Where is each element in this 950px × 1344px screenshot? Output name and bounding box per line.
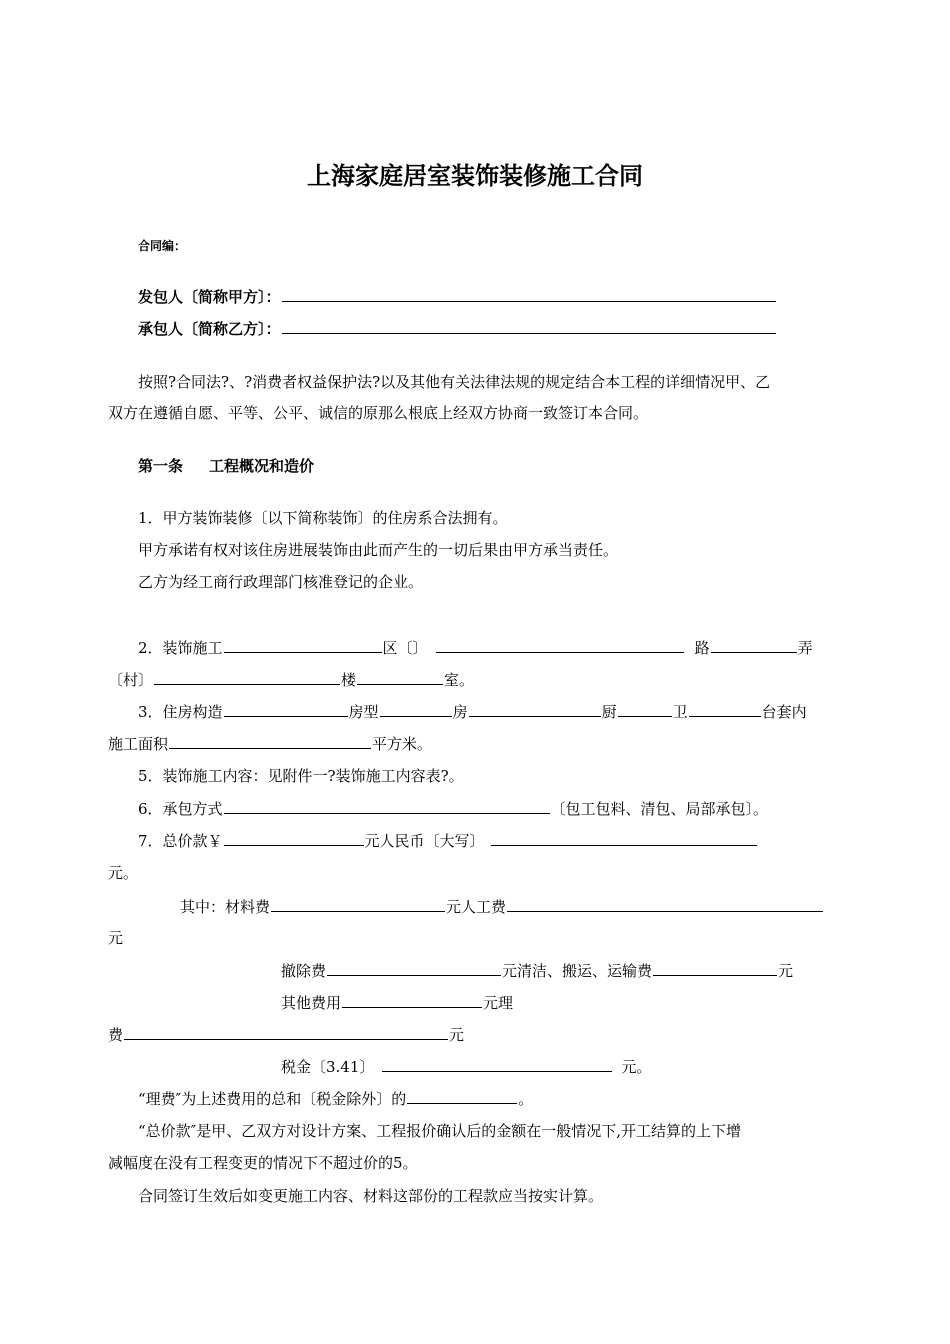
- material-fee-label: 其中：材料费: [180, 898, 271, 916]
- item-7-row: [138, 830, 758, 851]
- labor-fee-blank[interactable]: [507, 896, 823, 912]
- change-note: 合同签订生效后如变更施工内容、材料这部份的工程款应当按实计算。: [138, 1187, 604, 1205]
- mgmt-note: [138, 1088, 533, 1109]
- village-label: 〔村〕: [108, 671, 154, 689]
- item-3-prefix: 3．住房构造: [138, 703, 223, 721]
- mgmt-label: 元理: [483, 994, 514, 1012]
- type-blank[interactable]: [380, 701, 452, 717]
- costs-row-1-yuan: 元: [108, 929, 124, 947]
- building-label: 楼: [341, 671, 357, 689]
- mgmt-note-text: “理费″为上述费用的总和〔税金除外〕的: [138, 1090, 407, 1108]
- intro-line-1: 按照?合同法?、?消费者权益保护法?以及其他有关法律法规的规定结合本工程的详细情况甲、乙: [138, 373, 771, 391]
- tax-label: 税金〔3.41〕: [281, 1058, 375, 1076]
- room-count-label: 房: [452, 703, 468, 721]
- costs-row-2: [281, 960, 793, 981]
- mgmt-yuan: 元: [449, 1026, 465, 1044]
- mgmt-fee-label: 费: [108, 1026, 124, 1044]
- village-blank[interactable]: [154, 669, 340, 685]
- total-uppercase-blank[interactable]: [491, 830, 757, 846]
- bath-blank[interactable]: [689, 701, 761, 717]
- contract-type-blank[interactable]: [224, 798, 550, 814]
- district-blank[interactable]: [436, 637, 684, 653]
- item-3-row-2: [108, 733, 432, 754]
- party-a-label: 发包人〔简称甲方〕：: [138, 288, 281, 306]
- kitchen-label: 厨: [601, 703, 617, 721]
- tax-yuan: 元。: [621, 1058, 652, 1076]
- item-2-prefix: 2．装饰施工: [138, 639, 223, 657]
- road-blank[interactable]: [711, 637, 797, 653]
- room-count-blank[interactable]: [469, 701, 601, 717]
- cleaning-fee-label: 元清洁、搬运、运输费: [502, 962, 653, 980]
- area-blank[interactable]: [169, 733, 371, 749]
- total-note-line-2: 减幅度在没有工程变更的情况下不超过价的5。: [108, 1154, 418, 1172]
- area-label: 施工面积: [108, 735, 169, 753]
- item-1-line-3: 乙方为经工商行政理部门核准登记的企业。: [138, 573, 424, 591]
- party-b-blank[interactable]: [282, 318, 776, 334]
- demolition-fee-label: 撤除费: [281, 962, 327, 980]
- party-b-label: 承包人〔简称乙方〕：: [138, 320, 281, 338]
- costs-row-4: [108, 1024, 464, 1045]
- article-1-title: 工程概况和造价: [209, 457, 315, 475]
- kitchen-blank[interactable]: [618, 701, 672, 717]
- article-1-number: 第一条: [138, 457, 184, 475]
- type-label: 房型: [348, 703, 379, 721]
- mgmt-fee-blank[interactable]: [124, 1024, 448, 1040]
- contract-number-label: 合同编：: [138, 239, 187, 253]
- costs-row-3: [281, 992, 513, 1013]
- area-unit: 平方米。: [372, 735, 433, 753]
- labor-fee-label: 元人工费: [446, 898, 507, 916]
- demolition-fee-blank[interactable]: [327, 960, 501, 976]
- item-5: 5．装饰施工内容：见附件一?装饰施工内容表?。: [138, 767, 464, 785]
- other-fee-label: 其他费用: [281, 994, 342, 1012]
- item-6-row: [138, 798, 768, 819]
- rmb-label: 元人民币〔大写〕: [364, 832, 485, 850]
- party-a-blank[interactable]: [282, 286, 776, 302]
- mgmt-note-end: 。: [518, 1090, 534, 1108]
- page-title: 上海家庭居室装饰装修施工合同: [307, 162, 643, 190]
- item-1-line-1: 1．甲方装饰装修〔以下简称装饰〕的住房系合法拥有。: [138, 509, 508, 527]
- cleaning-fee-blank[interactable]: [653, 960, 777, 976]
- item-6-suffix: 〔包工包料、清包、局部承包〕。: [550, 800, 769, 818]
- item-7-yuan: 元。: [108, 864, 139, 882]
- article-1-heading: [138, 456, 314, 476]
- road-label: 路: [694, 639, 710, 657]
- cleaning-yuan: 元: [778, 962, 794, 980]
- costs-row-1: [180, 896, 824, 917]
- total-amount-blank[interactable]: [224, 830, 364, 846]
- costs-row-5: [281, 1056, 651, 1077]
- other-fee-blank[interactable]: [342, 992, 482, 1008]
- item-2-row-1: [138, 637, 813, 658]
- item-6-prefix: 6．承包方式: [138, 800, 223, 818]
- building-blank[interactable]: [357, 669, 443, 685]
- item-7-prefix: 7．总价款￥: [138, 832, 223, 850]
- set-label: 台套内: [761, 703, 807, 721]
- lane-label: 弄: [797, 639, 813, 657]
- district-label: 区〔〕: [382, 639, 428, 657]
- party-a-row: [138, 286, 777, 307]
- total-note-line-1: “总价款″是甲、乙双方对设计方案、工程报价确认后的金额在一般情况下,开工结算的上下增: [138, 1122, 742, 1140]
- city-blank[interactable]: [224, 637, 382, 653]
- party-b-row: [138, 318, 777, 339]
- item-1-line-2: 甲方承诺有权对该住房进展装饰由此而产生的一切后果由甲方承当责任。: [138, 541, 619, 559]
- room-label: 室。: [444, 671, 475, 689]
- structure-blank[interactable]: [224, 701, 348, 717]
- tax-blank[interactable]: [382, 1056, 612, 1072]
- mgmt-percent-blank[interactable]: [407, 1088, 517, 1104]
- intro-line-2: 双方在遵循自愿、平等、公平、诚信的原那么根底上经双方协商一致签订本合同。: [108, 404, 649, 422]
- item-3-row-1: [138, 701, 807, 722]
- material-fee-blank[interactable]: [271, 896, 445, 912]
- bath-label: 卫: [672, 703, 688, 721]
- item-2-row-2: [108, 669, 474, 690]
